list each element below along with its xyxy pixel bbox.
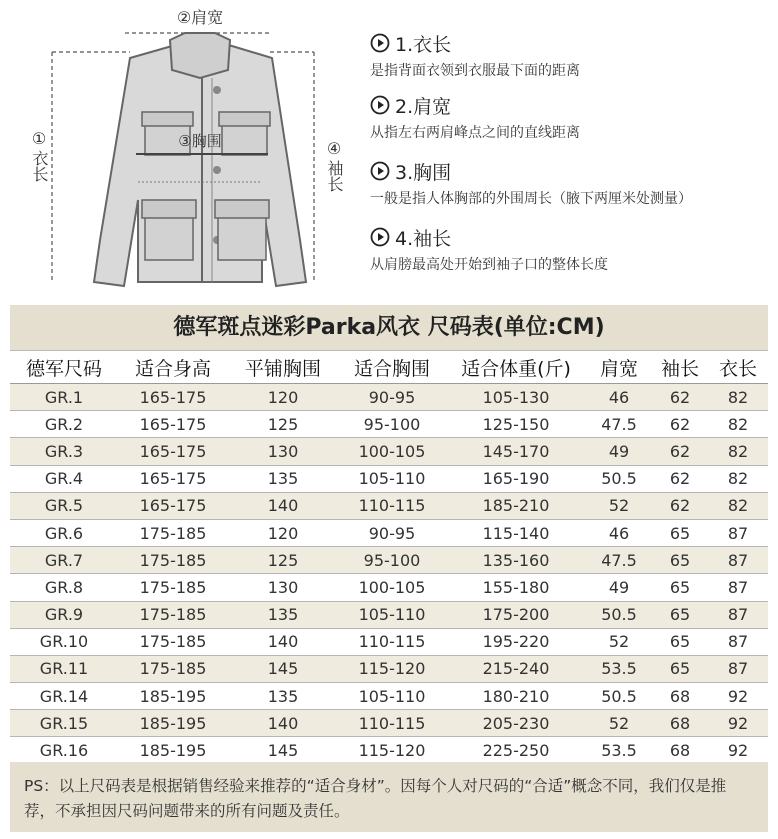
col-header: 肩宽 — [586, 351, 652, 384]
table-cell: 165-175 — [118, 384, 228, 411]
table-row — [10, 492, 768, 519]
table-cell: 175-185 — [118, 547, 228, 574]
table-row — [10, 384, 768, 411]
table-cell: 175-185 — [118, 519, 228, 546]
table-cell: 87 — [708, 601, 768, 628]
table-cell: 165-190 — [446, 465, 586, 492]
chest-label: ③胸围 — [178, 132, 222, 150]
table-cell: GR.14 — [10, 683, 118, 710]
table-row — [10, 737, 768, 764]
table-cell: 68 — [652, 737, 708, 764]
table-cell: 175-185 — [118, 574, 228, 601]
table-cell: GR.11 — [10, 655, 118, 682]
table-cell: 53.5 — [586, 737, 652, 764]
table-row — [10, 655, 768, 682]
table-cell: 82 — [708, 438, 768, 465]
table-cell: 65 — [652, 628, 708, 655]
play-icon — [370, 95, 390, 115]
table-cell: 165-175 — [118, 492, 228, 519]
table-cell: 52 — [586, 628, 652, 655]
table-cell: 95-100 — [338, 411, 446, 438]
table-cell: 115-120 — [338, 655, 446, 682]
table-cell: 46 — [586, 384, 652, 411]
table-cell: 87 — [708, 655, 768, 682]
table-row — [10, 683, 768, 710]
table-row — [10, 465, 768, 492]
table-row — [10, 710, 768, 737]
table-cell: 110-115 — [338, 710, 446, 737]
table-cell: 145-170 — [446, 438, 586, 465]
shoulder-label: ②肩宽 — [176, 8, 224, 27]
table-cell: 87 — [708, 519, 768, 546]
table-cell: 92 — [708, 683, 768, 710]
table-cell: 105-110 — [338, 465, 446, 492]
table-cell: 49 — [586, 574, 652, 601]
table-cell: 165-175 — [118, 465, 228, 492]
col-header: 袖长 — [652, 351, 708, 384]
jacket-illustration — [0, 0, 360, 300]
length-label-number: ① — [31, 129, 47, 148]
table-cell: 65 — [652, 601, 708, 628]
table-cell: 135 — [228, 601, 338, 628]
table-cell: 50.5 — [586, 601, 652, 628]
table-cell: 65 — [652, 519, 708, 546]
table-cell: GR.3 — [10, 438, 118, 465]
legend-desc: 从指左右两肩峰点之间的直线距离 — [370, 125, 580, 141]
col-header: 衣长 — [708, 351, 768, 384]
table-cell: 185-195 — [118, 737, 228, 764]
table-cell: 50.5 — [586, 465, 652, 492]
table-cell: 225-250 — [446, 737, 586, 764]
table-cell: 140 — [228, 710, 338, 737]
table-cell: 120 — [228, 519, 338, 546]
table-cell: 185-210 — [446, 492, 586, 519]
table-cell: 46 — [586, 519, 652, 546]
table-cell: 175-185 — [118, 655, 228, 682]
table-cell: 175-185 — [118, 628, 228, 655]
table-cell: 90-95 — [338, 519, 446, 546]
table-cell: 215-240 — [446, 655, 586, 682]
col-header: 平铺胸围 — [228, 351, 338, 384]
legend-item-shoulder — [370, 92, 770, 142]
play-icon — [370, 227, 390, 247]
play-icon — [370, 33, 390, 53]
table-cell: 100-105 — [338, 438, 446, 465]
table-cell: 52 — [586, 710, 652, 737]
table-cell: 125 — [228, 547, 338, 574]
table-cell: 65 — [652, 547, 708, 574]
table-cell: 92 — [708, 737, 768, 764]
table-cell: 105-110 — [338, 601, 446, 628]
table-cell: 145 — [228, 737, 338, 764]
table-cell: 68 — [652, 710, 708, 737]
table-cell: 62 — [652, 411, 708, 438]
col-header: 德军尺码 — [10, 351, 118, 384]
table-cell: 120 — [228, 384, 338, 411]
play-icon — [370, 161, 390, 181]
table-cell: 95-100 — [338, 547, 446, 574]
table-cell: 165-175 — [118, 438, 228, 465]
table-cell: GR.7 — [10, 547, 118, 574]
table-cell: 62 — [652, 438, 708, 465]
table-cell: 110-115 — [338, 628, 446, 655]
table-row — [10, 547, 768, 574]
table-cell: 62 — [652, 492, 708, 519]
legend-heading: 1.衣长 — [395, 33, 452, 56]
table-cell: 135 — [228, 683, 338, 710]
col-header: 适合身高 — [118, 351, 228, 384]
table-cell: GR.5 — [10, 492, 118, 519]
table-cell: 53.5 — [586, 655, 652, 682]
table-cell: 82 — [708, 411, 768, 438]
table-cell: 185-195 — [118, 683, 228, 710]
legend-item-length — [370, 30, 770, 80]
table-cell: 92 — [708, 710, 768, 737]
table-cell: GR.15 — [10, 710, 118, 737]
table-cell: 87 — [708, 628, 768, 655]
table-cell: 180-210 — [446, 683, 586, 710]
table-title: 德军斑点迷彩Parka风衣 尺码表(单位:CM) — [10, 305, 768, 350]
table-cell: 68 — [652, 683, 708, 710]
table-cell: 50.5 — [586, 683, 652, 710]
size-table — [10, 305, 768, 765]
table-cell: 145 — [228, 655, 338, 682]
legend-desc: 是指背面衣领到衣服最下面的距离 — [370, 63, 580, 79]
table-cell: 100-105 — [338, 574, 446, 601]
table-cell: GR.8 — [10, 574, 118, 601]
table-cell: 115-140 — [446, 519, 586, 546]
sleeve-label-number: ④ — [326, 139, 342, 158]
table-cell: 62 — [652, 384, 708, 411]
col-header: 适合体重(斤) — [446, 351, 586, 384]
table-cell: 82 — [708, 492, 768, 519]
legend-item-sleeve — [370, 224, 770, 274]
table-cell: 65 — [652, 574, 708, 601]
table-cell: GR.9 — [10, 601, 118, 628]
table-cell: 105-130 — [446, 384, 586, 411]
table-cell: GR.2 — [10, 411, 118, 438]
table-cell: 52 — [586, 492, 652, 519]
table-cell: 115-120 — [338, 737, 446, 764]
legend-heading: 4.袖长 — [395, 227, 452, 250]
table-cell: 130 — [228, 438, 338, 465]
table-cell: 175-200 — [446, 601, 586, 628]
table-cell: 175-185 — [118, 601, 228, 628]
length-label: 衣长 — [30, 150, 49, 182]
table-cell: 165-175 — [118, 411, 228, 438]
table-cell: 47.5 — [586, 411, 652, 438]
table-cell: 110-115 — [338, 492, 446, 519]
table-cell: GR.16 — [10, 737, 118, 764]
table-cell: 125-150 — [446, 411, 586, 438]
table-cell: 130 — [228, 574, 338, 601]
col-header: 适合胸围 — [338, 351, 446, 384]
table-row — [10, 411, 768, 438]
table-cell: 90-95 — [338, 384, 446, 411]
legend-desc: 一般是指人体胸部的外围周长（腋下两厘米处测量） — [370, 191, 692, 207]
table-cell: 82 — [708, 465, 768, 492]
size-grid — [10, 350, 768, 765]
legend-item-chest — [370, 158, 770, 208]
table-header-row — [10, 351, 768, 384]
table-cell: GR.4 — [10, 465, 118, 492]
table-cell: 65 — [652, 655, 708, 682]
jacket-diagram — [0, 0, 360, 300]
table-cell: 155-180 — [446, 574, 586, 601]
table-row — [10, 438, 768, 465]
table-cell: 140 — [228, 492, 338, 519]
table-cell: 105-110 — [338, 683, 446, 710]
table-cell: 87 — [708, 574, 768, 601]
table-row — [10, 628, 768, 655]
table-row — [10, 519, 768, 546]
table-cell: 47.5 — [586, 547, 652, 574]
table-cell: 62 — [652, 465, 708, 492]
table-cell: 87 — [708, 547, 768, 574]
legend-heading: 3.胸围 — [395, 161, 452, 184]
table-cell: 49 — [586, 438, 652, 465]
table-cell: 195-220 — [446, 628, 586, 655]
table-cell: GR.10 — [10, 628, 118, 655]
table-cell: 205-230 — [446, 710, 586, 737]
legend-heading: 2.肩宽 — [395, 95, 452, 118]
sleeve-label: 袖长 — [325, 160, 344, 192]
table-cell: 140 — [228, 628, 338, 655]
table-row — [10, 574, 768, 601]
table-cell: 135-160 — [446, 547, 586, 574]
table-cell: 125 — [228, 411, 338, 438]
table-cell: 82 — [708, 384, 768, 411]
table-row — [10, 601, 768, 628]
table-cell: 135 — [228, 465, 338, 492]
table-cell: GR.6 — [10, 519, 118, 546]
legend-desc: 从肩膀最高处开始到袖子口的整体长度 — [370, 257, 608, 273]
table-cell: GR.1 — [10, 384, 118, 411]
table-cell: 185-195 — [118, 710, 228, 737]
footnote: PS：以上尺码表是根据销售经验来推荐的“适合身材”。因每个人对尺码的“合适”概念不同，我们仅是推荐，不承担因尺码问题带来的所有问题及责任。 — [10, 762, 768, 832]
